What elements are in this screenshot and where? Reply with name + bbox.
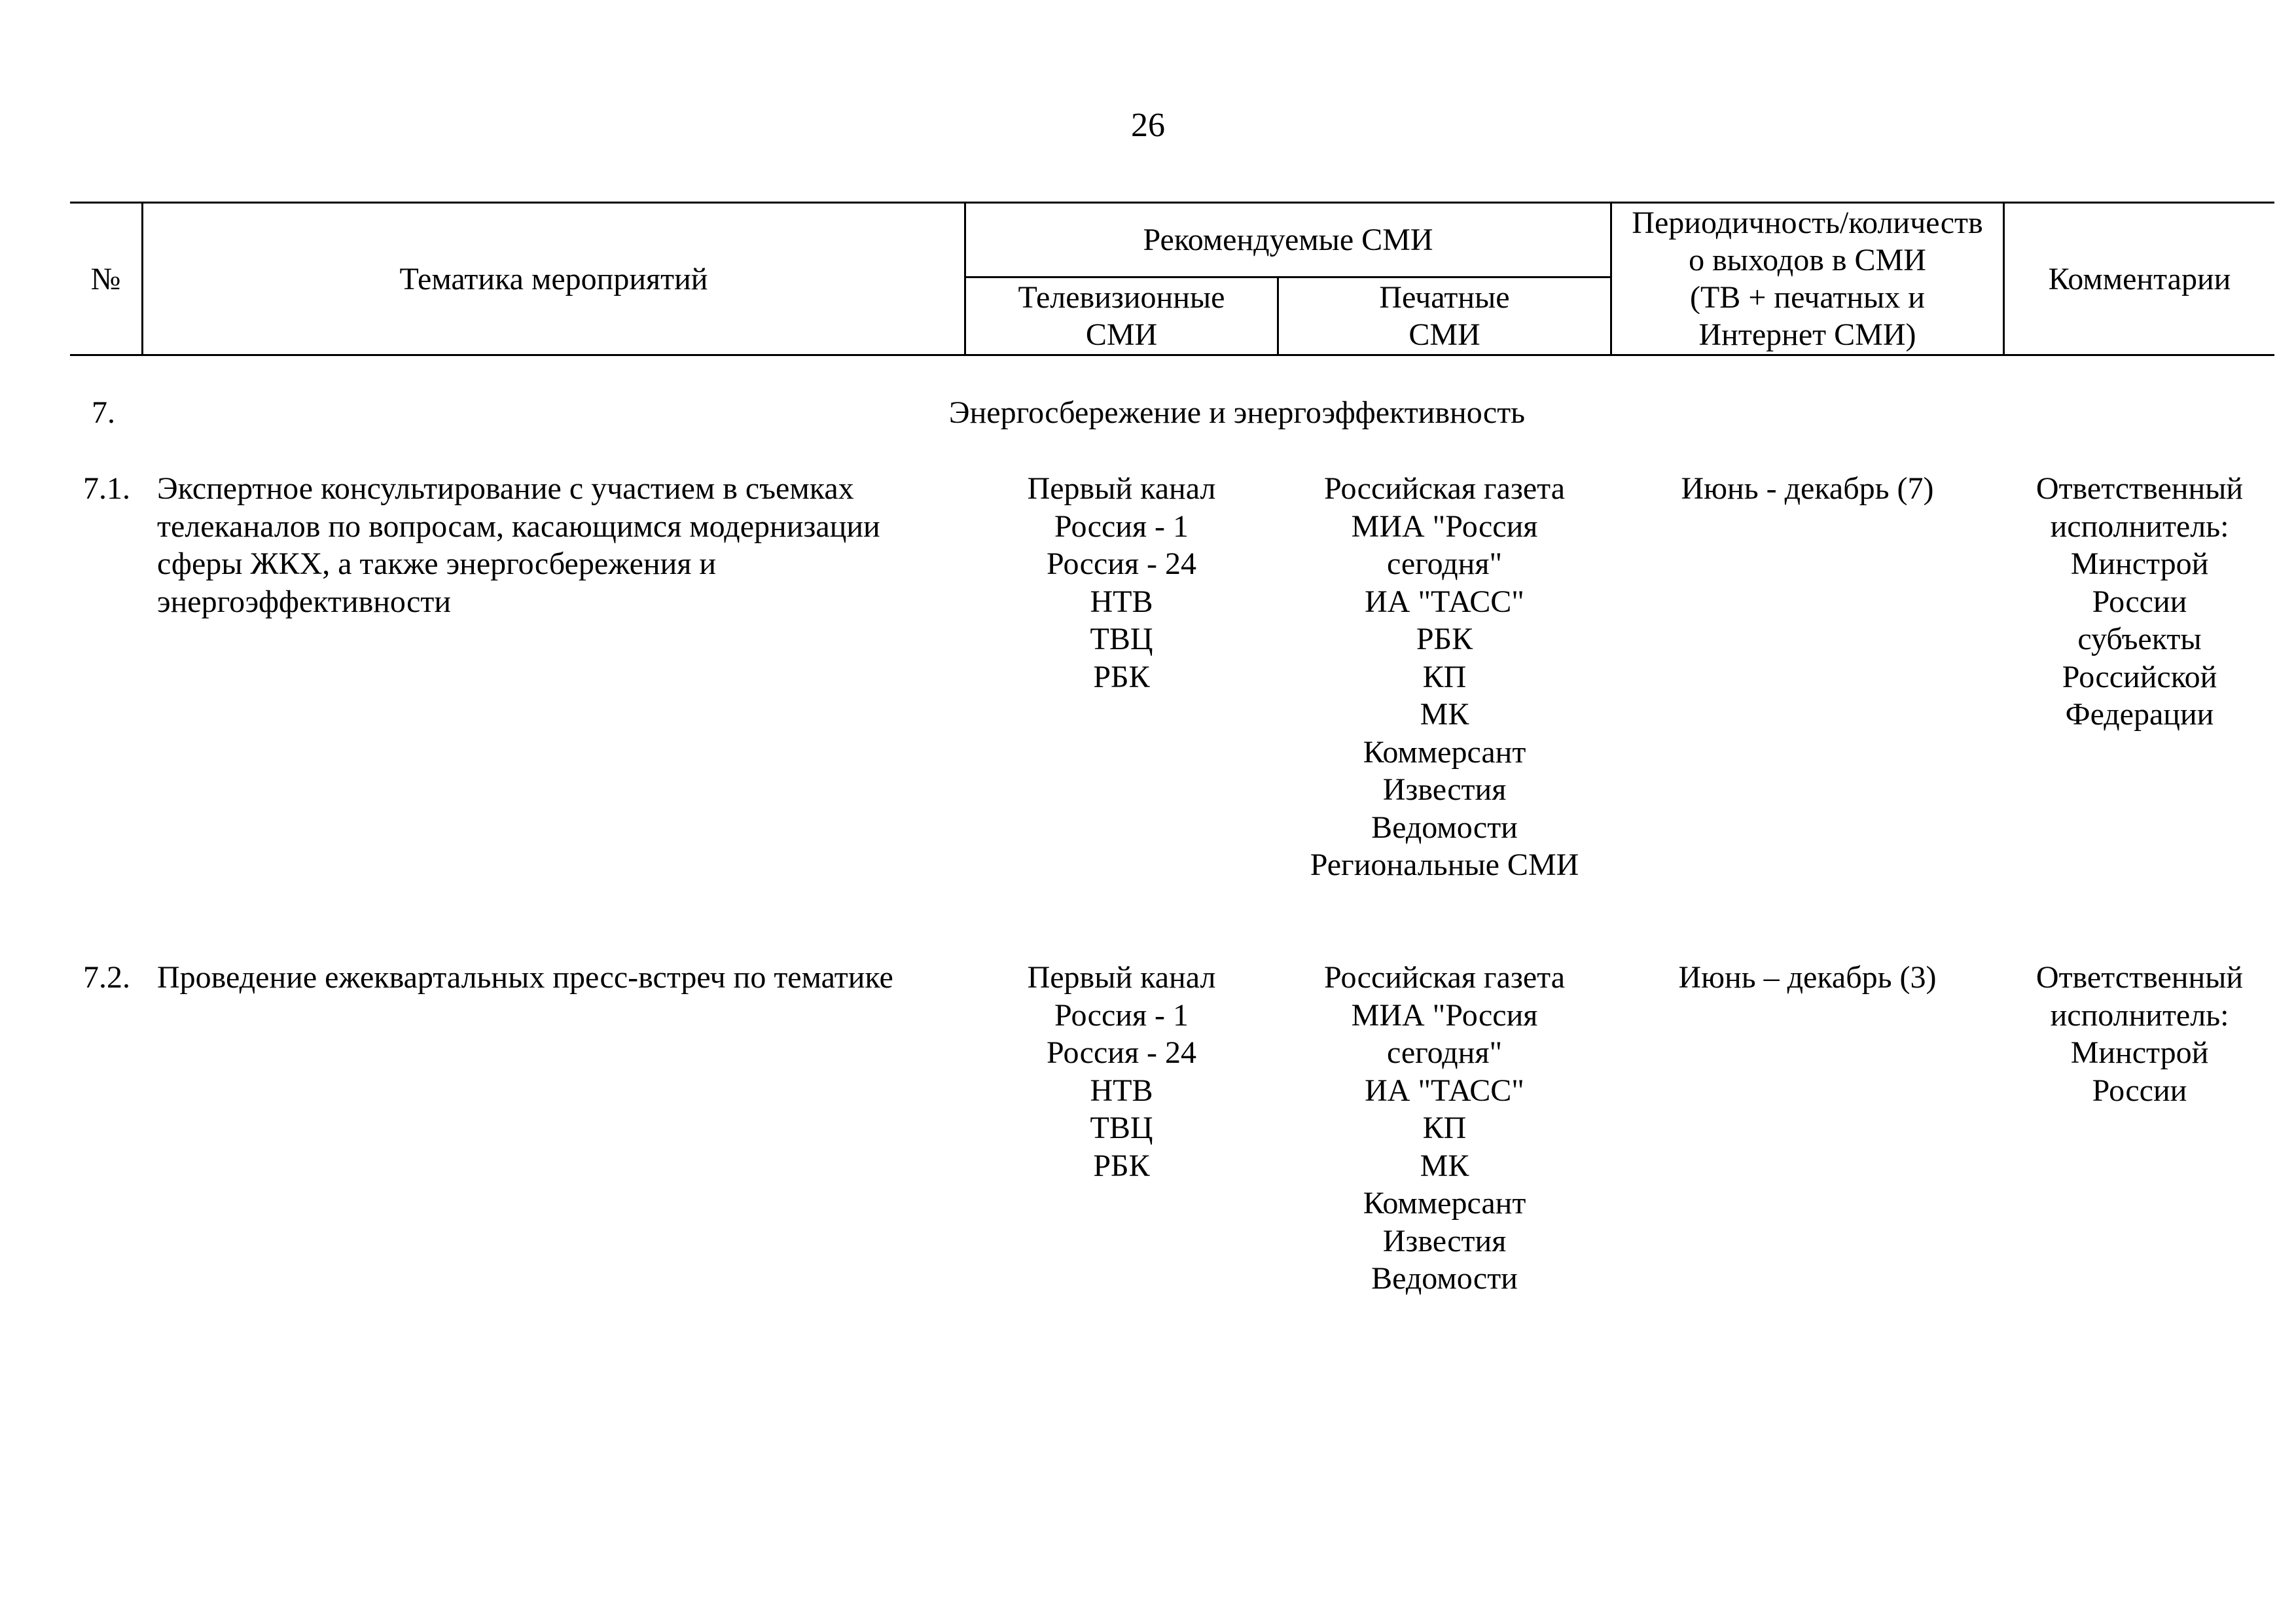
section-title: Энергосбережение и энергоэффективность bbox=[948, 395, 1526, 430]
row-tv-list bbox=[966, 470, 1277, 696]
comment-line: исполнитель: bbox=[2050, 508, 2229, 544]
print-media-item: КП bbox=[1422, 1111, 1467, 1145]
header-frequency-line-1: Периодичность/количеств bbox=[1632, 205, 1983, 240]
header-tv-media-line-1: Телевизионные bbox=[1018, 280, 1225, 315]
print-media-item: Российская газета bbox=[1323, 471, 1566, 506]
page-number: 26 bbox=[1131, 107, 1165, 144]
row-topic-line: телеканалов по вопросам, касающимся модернизации bbox=[157, 508, 880, 544]
header-frequency-line-3: (ТВ + печатных и bbox=[1690, 280, 1925, 315]
row-tv-list bbox=[966, 959, 1277, 1185]
header-frequency bbox=[1612, 204, 2003, 354]
comment-line: Ответственный bbox=[2036, 960, 2244, 995]
section-number: 7. bbox=[92, 395, 115, 430]
tv-channel-item: НТВ bbox=[1090, 1073, 1153, 1108]
row-topic-line: сферы ЖКХ, а также энергосбережения и bbox=[157, 546, 717, 581]
tv-channel-item: Россия - 1 bbox=[1054, 997, 1189, 1033]
print-media-item: МК bbox=[1420, 697, 1469, 732]
frequency-value: Июнь - декабрь (7) bbox=[1681, 471, 1934, 506]
print-media-item: Известия bbox=[1382, 1223, 1507, 1258]
header-tv-media bbox=[966, 278, 1277, 354]
tv-channel-item: ТВЦ bbox=[1090, 1111, 1153, 1145]
row-number: 7.2. bbox=[83, 960, 130, 995]
tv-channel-item: РБК bbox=[1093, 1148, 1150, 1183]
header-print-media-line-2: СМИ bbox=[1408, 317, 1480, 352]
comment-line: Ответственный bbox=[2036, 471, 2244, 506]
tv-channel-item: Россия - 24 bbox=[1046, 1035, 1197, 1070]
print-media-item: РБК bbox=[1416, 622, 1473, 656]
tv-channel-item: НТВ bbox=[1090, 584, 1153, 619]
print-media-item: Российская газета bbox=[1323, 960, 1566, 995]
header-num: № bbox=[90, 261, 121, 296]
tv-channel-item: РБК bbox=[1093, 659, 1150, 694]
tv-channel-item: Первый канал bbox=[1027, 471, 1216, 506]
print-media-item: Ведомости bbox=[1371, 1261, 1518, 1296]
comment-line: России bbox=[2092, 1073, 2187, 1108]
print-media-item: Коммерсант bbox=[1363, 734, 1526, 770]
row-frequency bbox=[1612, 470, 2003, 508]
row-number: 7.1. bbox=[83, 471, 130, 506]
comment-line: Российской bbox=[2062, 659, 2217, 694]
header-print-media-line-1: Печатные bbox=[1379, 280, 1510, 315]
row-print-list bbox=[1279, 959, 1610, 1298]
comment-line: Минстрой bbox=[2070, 546, 2209, 581]
comment-line: субъекты bbox=[2077, 622, 2202, 656]
header-comments: Комментарии bbox=[2048, 261, 2231, 296]
print-media-item: МК bbox=[1420, 1148, 1469, 1183]
row-comments bbox=[2005, 470, 2274, 734]
header-frequency-line-4: Интернет СМИ) bbox=[1698, 317, 1916, 352]
comment-line: России bbox=[2092, 584, 2187, 619]
header-tv-media-line-2: СМИ bbox=[1085, 317, 1158, 352]
header-topic: Тематика мероприятий bbox=[399, 261, 708, 296]
print-media-item: Региональные СМИ bbox=[1310, 847, 1579, 882]
comment-line: исполнитель: bbox=[2050, 997, 2229, 1033]
print-media-item: сегодня" bbox=[1386, 1035, 1503, 1070]
print-media-item: Известия bbox=[1382, 772, 1507, 807]
row-topic bbox=[157, 470, 880, 620]
tv-channel-item: Россия - 1 bbox=[1054, 508, 1189, 544]
row-print-list bbox=[1279, 470, 1610, 884]
print-media-item: МИА "Россия bbox=[1351, 997, 1538, 1033]
frequency-value: Июнь – декабрь (3) bbox=[1678, 960, 1937, 995]
header-frequency-line-2: о выходов в СМИ bbox=[1689, 243, 1926, 277]
print-media-item: Ведомости bbox=[1371, 810, 1518, 845]
print-media-item: ИА "ТАСС" bbox=[1365, 584, 1524, 619]
print-media-item: Коммерсант bbox=[1363, 1186, 1526, 1221]
row-topic-line: Проведение ежеквартальных пресс-встреч по тематике bbox=[157, 960, 893, 995]
header-recommended-media: Рекомендуемые СМИ bbox=[1143, 223, 1433, 257]
row-frequency bbox=[1612, 959, 2003, 997]
comment-line: Минстрой bbox=[2070, 1035, 2209, 1070]
header-bottom-border bbox=[70, 354, 2274, 356]
row-topic-line: энергоэффективности bbox=[157, 584, 452, 619]
header-print-media bbox=[1279, 278, 1610, 354]
print-media-item: сегодня" bbox=[1386, 546, 1503, 581]
tv-channel-item: Первый канал bbox=[1027, 960, 1216, 995]
print-media-item: КП bbox=[1422, 659, 1467, 694]
tv-channel-item: ТВЦ bbox=[1090, 622, 1153, 656]
tv-channel-item: Россия - 24 bbox=[1046, 546, 1197, 581]
print-media-item: ИА "ТАСС" bbox=[1365, 1073, 1524, 1108]
print-media-item: МИА "Россия bbox=[1351, 508, 1538, 544]
row-topic-line: Экспертное консультирование с участием в съемках bbox=[157, 471, 854, 506]
comment-line: Федерации bbox=[2065, 697, 2214, 732]
row-comments bbox=[2005, 959, 2274, 1109]
row-topic bbox=[157, 959, 893, 997]
